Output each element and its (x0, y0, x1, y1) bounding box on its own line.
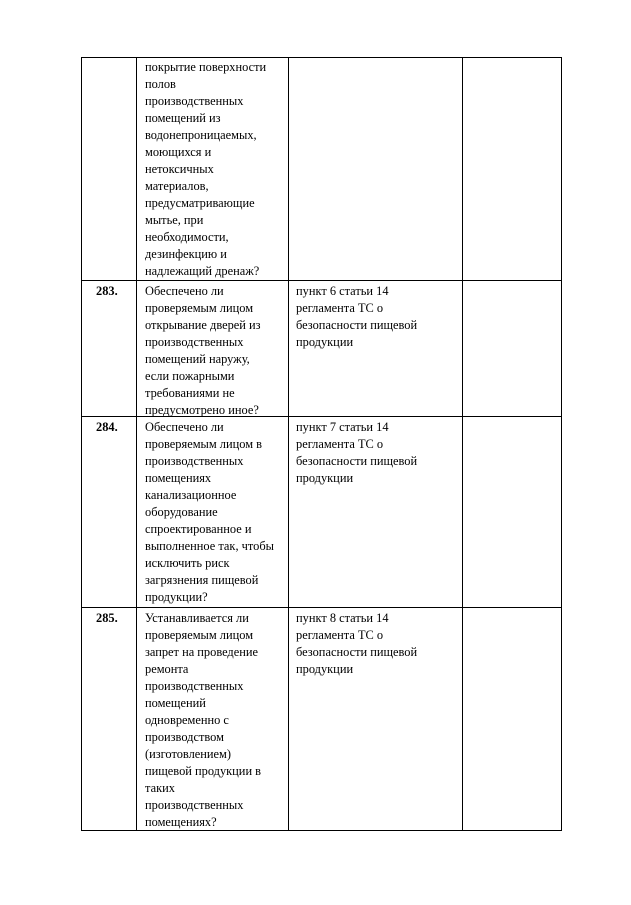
question-line: помещений из (145, 111, 221, 125)
question-line: спроектированное и (145, 522, 252, 536)
question-line: предусматривающие (145, 196, 255, 210)
question-line: помещений наружу, (145, 352, 250, 366)
question-line: предусмотрено иное? (145, 403, 259, 417)
row-number: 283. (96, 284, 118, 298)
question-cell (145, 59, 266, 280)
table-border-right (561, 57, 562, 831)
question-line: выполненное так, чтобы (145, 539, 274, 553)
reference-line: продукции (296, 662, 354, 676)
table-divider-question (288, 57, 289, 831)
row-divider (81, 607, 562, 608)
question-line: полов (145, 77, 176, 91)
reference-line: пункт 7 статьи 14 (296, 420, 389, 434)
reference-line: продукции (296, 471, 354, 485)
question-line: канализационное (145, 488, 237, 502)
question-line: (изготовлением) (145, 747, 232, 761)
reference-cell (296, 283, 417, 351)
reference-line: пункт 8 статьи 14 (296, 611, 389, 625)
question-cell (145, 610, 261, 831)
question-line: материалов, (145, 179, 209, 193)
reference-line: безопасности пищевой (296, 318, 418, 332)
question-line: производственных (145, 335, 244, 349)
row-number: 285. (96, 611, 118, 625)
reference-cell (296, 610, 417, 678)
table-divider-reference (462, 57, 463, 831)
reference-line: регламента ТС о (296, 628, 384, 642)
question-line: открывание дверей из (145, 318, 261, 332)
question-line: если пожарными (145, 369, 235, 383)
question-line: необходимости, (145, 230, 229, 244)
row-divider (81, 280, 562, 281)
question-line: нетоксичных (145, 162, 214, 176)
question-line: мытье, при (145, 213, 204, 227)
question-line: запрет на проведение (145, 645, 258, 659)
question-line: надлежащий дренаж? (145, 264, 260, 278)
question-line: дезинфекцию и (145, 247, 227, 261)
row-number: 284. (96, 420, 118, 434)
question-line: загрязнения пищевой (145, 573, 259, 587)
question-line: помещений (145, 696, 206, 710)
question-line: моющихся и (145, 145, 212, 159)
question-line: требованиями не (145, 386, 235, 400)
question-line: проверяемым лицом (145, 628, 254, 642)
question-cell (145, 419, 274, 606)
reference-line: безопасности пищевой (296, 645, 418, 659)
question-line: Обеспечено ли (145, 420, 224, 434)
table-border-top (81, 57, 562, 58)
question-line: производством (145, 730, 224, 744)
question-line: производственных (145, 94, 244, 108)
table-border-left (81, 57, 82, 831)
question-line: одновременно с (145, 713, 229, 727)
question-line: производственных (145, 679, 244, 693)
question-cell (145, 283, 261, 419)
table-divider-number (136, 57, 137, 831)
question-line: исключить риск (145, 556, 230, 570)
question-line: проверяемым лицом в (145, 437, 262, 451)
reference-line: регламента ТС о (296, 437, 384, 451)
question-line: водонепроницаемых, (145, 128, 257, 142)
question-line: таких (145, 781, 175, 795)
question-line: производственных (145, 798, 244, 812)
question-line: помещениях (145, 471, 212, 485)
reference-line: регламента ТС о (296, 301, 384, 315)
question-line: покрытие поверхности (145, 60, 267, 74)
question-line: проверяемым лицом (145, 301, 254, 315)
reference-line: пункт 6 статьи 14 (296, 284, 389, 298)
question-line: Обеспечено ли (145, 284, 224, 298)
question-line: производственных (145, 454, 244, 468)
question-line: Устанавливается ли (145, 611, 249, 625)
reference-cell (296, 419, 417, 487)
reference-line: безопасности пищевой (296, 454, 418, 468)
question-line: продукции? (145, 590, 208, 604)
question-line: помещениях? (145, 815, 217, 829)
reference-line: продукции (296, 335, 354, 349)
question-line: ремонта (145, 662, 189, 676)
question-line: пищевой продукции в (145, 764, 262, 778)
question-line: оборудование (145, 505, 218, 519)
